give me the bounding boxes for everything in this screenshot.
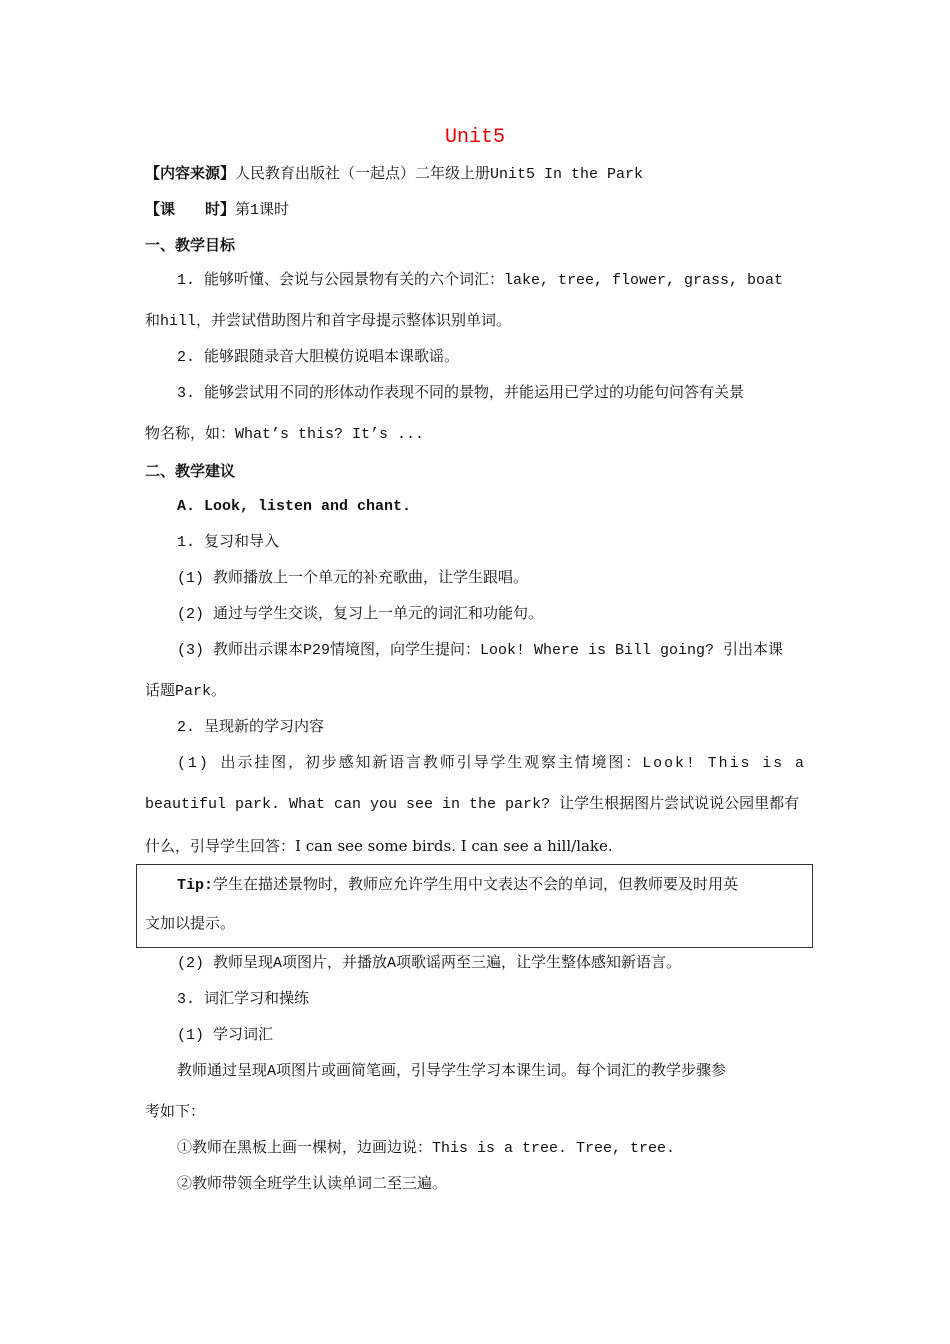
- tip-text-1: 学生在描述景物时，教师应允许学生用中文表达不会的单词，但教师要及时用英: [213, 877, 739, 894]
- step-2-2: (2) 教师呈现A项图片，并播放A项歌谣两至三遍，让学生整体感知新语言。: [177, 955, 682, 972]
- goal-item-2: 2. 能够跟随录音大胆模仿说唱本课歌谣。: [177, 349, 460, 366]
- step-1-2: (2) 通过与学生交谈，复习上一单元的词汇和功能句。: [177, 606, 544, 623]
- goal-item-3-line-1: 3. 能够尝试用不同的形体动作表现不同的景物，并能运用已学过的功能句问答有关景: [177, 385, 745, 402]
- part-a-heading: A. Look, listen and chant.: [177, 498, 412, 515]
- tip-line-1: [177, 874, 738, 896]
- step-1-1: (1) 教师播放上一个单元的补充歌曲，让学生跟唱。: [177, 570, 529, 587]
- source-text: 人民教育出版社（一起点）二年级上册Unit5 In the Park: [235, 166, 644, 183]
- circle-step-2: ②教师带领全班学生认读单词二至三遍。: [177, 1176, 448, 1193]
- period-text: 第1课时: [235, 202, 290, 219]
- tip-line-2: 文加以提示。: [145, 916, 236, 933]
- goal-item-3-line-2: 物名称，如：What’s this? It’s ...: [145, 426, 425, 443]
- period-line: [145, 199, 289, 221]
- goal-item-1-line-1: 1. 能够听懂、会说与公园景物有关的六个词汇：lake, tree, flower, grass, boat: [177, 272, 784, 289]
- goal-item-1-line-2: 和hill，并尝试借助图片和首字母提示整体识别单词。: [145, 313, 512, 330]
- step-2-1-line-3: 什么，引导学生回答：I can see some birds. I can see a hill/lake.: [145, 837, 613, 855]
- period-label: 【课 时】: [145, 200, 236, 218]
- page-title: Unit5: [444, 126, 505, 149]
- step-2-1-line-1: (1) 出示挂图，初步感知新语言教师引导学生观察主情境图：Look! This is a: [177, 755, 806, 772]
- source-label: 【内容来源】: [145, 164, 236, 182]
- circle-step-1: ①教师在黑板上画一棵树，边画边说：This is a tree. Tree, tree.: [177, 1140, 676, 1157]
- step-1-3-line-2: 话题Park。: [145, 683, 227, 700]
- step-3-text-line-2: 考如下：: [145, 1104, 206, 1121]
- step-3-heading: 3. 词汇学习和操练: [177, 991, 310, 1008]
- step-3-text-line-1: 教师通过呈现A项图片或画简笔画，引导学生学习本课生词。每个词汇的教学步骤参: [177, 1063, 727, 1080]
- step-1-3-line-1: (3) 教师出示课本P29情境图，向学生提问：Look! Where is Bill going? 引出本课: [177, 642, 784, 659]
- step-1-heading: 1. 复习和导入: [177, 534, 280, 551]
- step-2-1-line-2: beautiful park. What can you see in the park? 让学生根据图片尝试说说公园里都有: [145, 796, 800, 813]
- step-3-1: (1) 学习词汇: [177, 1027, 274, 1044]
- source-line: [145, 163, 643, 185]
- tip-label: Tip:: [177, 877, 214, 894]
- section2-heading: 二、教学建议: [145, 462, 236, 480]
- step-2-heading: 2. 呈现新的学习内容: [177, 719, 325, 736]
- section1-heading: 一、教学目标: [145, 236, 236, 254]
